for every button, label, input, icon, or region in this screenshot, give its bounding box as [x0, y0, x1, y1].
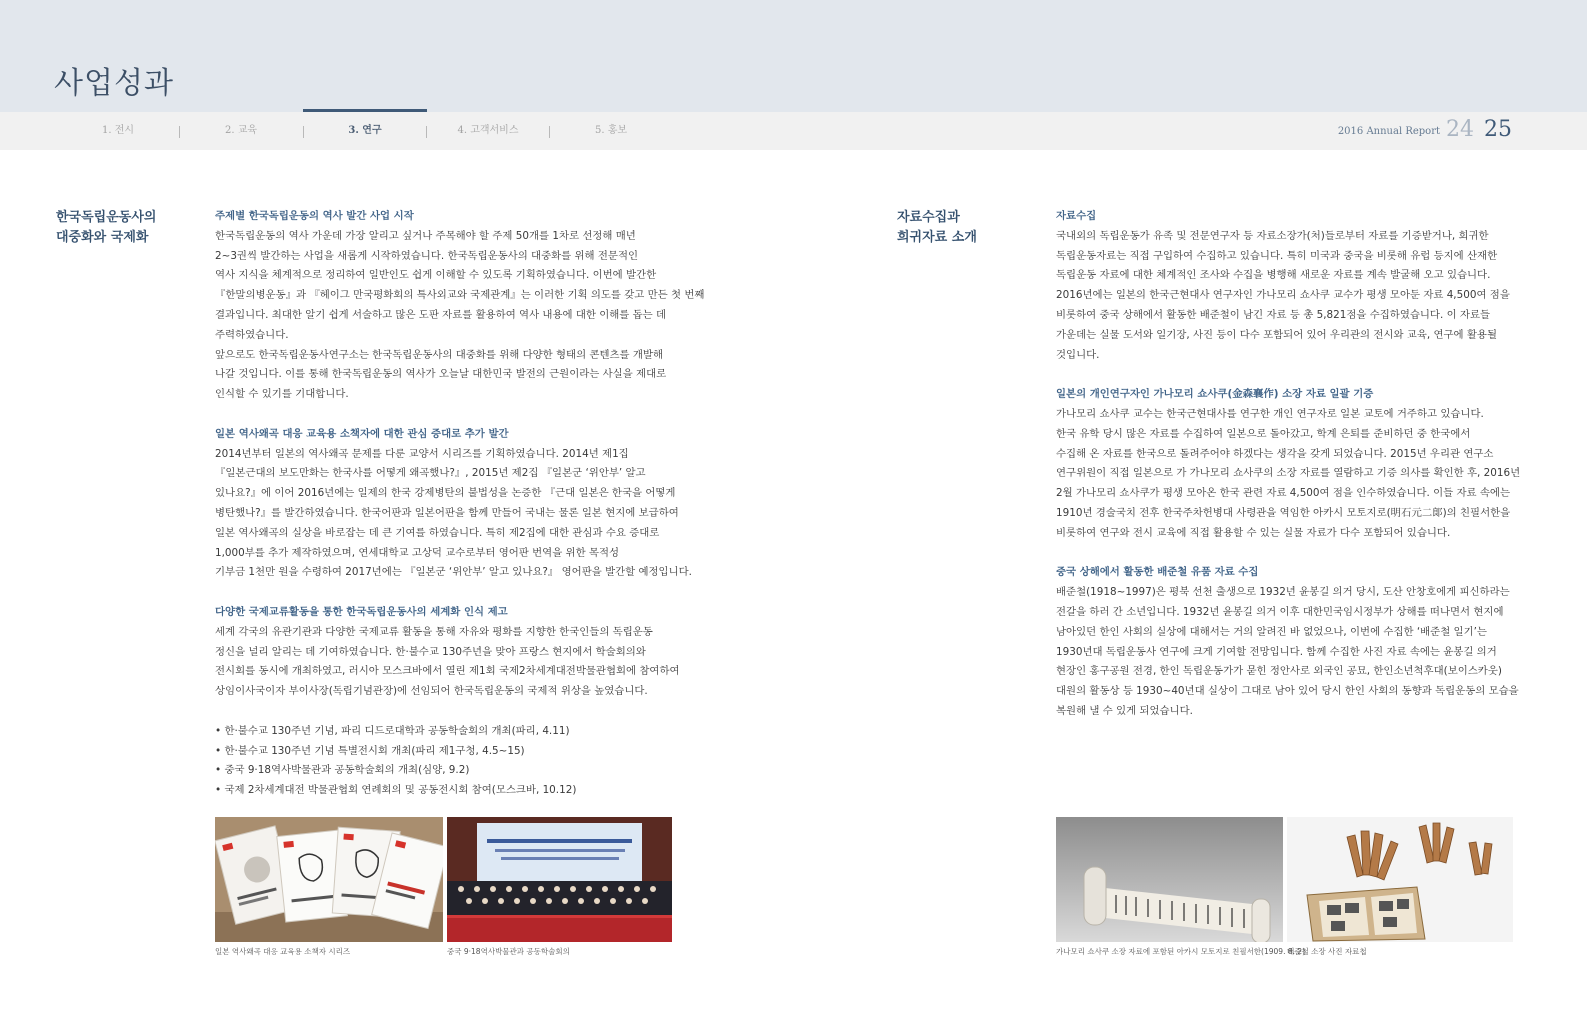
subsection-title: 자료수집 [1056, 210, 1097, 222]
report-page-numbers [1338, 117, 1512, 142]
body-line: 주력하였습니다. [215, 328, 289, 341]
body-line: 것입니다. [1056, 348, 1100, 361]
page-number-right: 25 [1484, 117, 1512, 142]
body-line: 독립운동자료는 직접 구입하여 수집하고 있습니다. 특히 미국과 중국을 비롯해 유럽 등지에 산재한 [1056, 249, 1498, 262]
body-line: 비롯하여 중국 상해에서 활동한 배준철이 남긴 자료 등 총 5,821점을 수집하였습니다. 이 자료들 [1056, 308, 1491, 321]
left-heading-line2: 대중화와 국제화 [56, 230, 149, 245]
subsection-title: 중국 상해에서 활동한 배준철 유품 자료 수집 [1056, 566, 1259, 579]
body-line: 복원해 낼 수 있게 되었습니다. [1056, 704, 1193, 717]
subsection-title: 일본의 개인연구자인 가나모리 쇼사쿠(金森襄作) 소장 자료 일괄 기증 [1056, 388, 1374, 401]
right-heading-line1: 자료수집과 [897, 210, 960, 225]
event-bullet-list [215, 722, 685, 801]
page-title: 사업성과 [54, 66, 174, 101]
body-line: 일본 역사왜곡의 실상을 바로잡는 데 큰 기여를 하였습니다. 특히 제2집에 대한 관심과 수요 증대로 [215, 526, 660, 539]
body-line: 전시회를 동시에 개최하였고, 러시아 모스크바에서 열린 제1회 국제2차세계대전박물관협회에 참여하여 [215, 665, 680, 678]
body-line: 배준철(1918~1997)은 평북 선천 출생으로 1932년 윤봉길 의거 당시, 도산 안창호에게 피신하라는 [1056, 586, 1510, 599]
body-line: 비롯하여 연구와 전시 교육에 직접 활용할 수 있는 실물 자료가 다수 포함되어 있습니다. [1056, 526, 1451, 539]
body-line: 정신을 널리 알리는 데 기여하였습니다. 한·불수교 130주년을 맞아 프랑스 현지에서 학술회의와 [215, 645, 646, 658]
right-section-heading [897, 208, 977, 248]
photo-album-photo [1287, 817, 1513, 942]
left-body-column [215, 207, 705, 801]
body-line: 남아있던 한인 사회의 실상에 대해서는 거의 알려진 바 없었으나, 이번에 수집한 ‘배준철 일기’는 [1056, 625, 1487, 638]
tab-exhibition[interactable]: 1. 전시 [101, 125, 135, 136]
subsection-title: 주제별 한국독립운동의 역사 발간 사업 시작 [215, 210, 414, 222]
body-line: 기부금 1천만 원을 수령하여 2017년에는 『일본군 ‘위안부’ 알고 있나요?』 영어판을 발간할 예정입니다. [215, 566, 692, 579]
body-line: 대원의 활동상 등 1930~40년대 실상이 그대로 남아 있어 당시 한인 사회의 동향과 독립운동의 모습을 [1056, 685, 1519, 698]
tab-promotion[interactable]: 5. 홍보 [594, 125, 628, 136]
tab-divider [426, 126, 427, 138]
page-number-left: 24 [1446, 117, 1474, 142]
body-line: 앞으로도 한국독립운동사연구소는 한국독립운동사의 대중화를 위해 다양한 형태의 콘텐츠를 개발해 [215, 348, 663, 361]
letter-scroll-photo [1056, 817, 1283, 942]
body-line: 독립운동 자료에 대한 체계적인 조사와 수집을 병행해 새로운 자료를 계속 발굴해 오고 있습니다. [1056, 269, 1491, 282]
body-line: 가운데는 실물 도서와 일기장, 사진 등이 다수 포함되어 있어 우리관의 전시와 교육, 연구에 활용될 [1056, 328, 1497, 341]
left-section-heading [56, 208, 156, 248]
right-body-column [1056, 207, 1526, 722]
tab-education[interactable]: 2. 교육 [224, 125, 258, 136]
scroll-image [1056, 817, 1283, 942]
conference-photo [447, 817, 672, 942]
body-line: 『한말의병운동』과 『헤이그 만국평화회의 특사외교와 국제관계』는 이러한 기획 의도를 갖고 만든 첫 번째 [215, 289, 705, 302]
photo-caption: 배준철 소장 사진 자료첩 [1287, 947, 1367, 956]
list-item: • 국제 2차세계대전 박물관협회 연례회의 및 공동전시회 참여(모스크바, 10.12) [215, 781, 685, 801]
tab-research[interactable]: 3. 연구 [303, 112, 427, 150]
body-line: 역사 지식을 체계적으로 정리하여 일반인도 쉽게 이해할 수 있도록 기획하였습니다. 이번에 발간한 [215, 269, 657, 282]
body-line: 상임이사국이자 부이사장(독립기념관장)에 선임되어 한국독립운동의 국제적 위상을 높였습니다. [215, 685, 648, 698]
body-line: 현장인 홍구공원 전경, 한인 독립운동가가 묻힌 정안사로 외국인 공묘, 한인소년척후대(보이스카웃) [1056, 665, 1502, 678]
photo-caption: 일본 역사왜곡 대응 교육용 소책자 시리즈 [215, 947, 351, 956]
photo-caption: 중국 9·18역사박물관과 공동학술회의 [447, 947, 570, 956]
booklets-image [215, 817, 443, 942]
body-line: 1910년 경술국치 전후 한국주차헌병대 사령관을 역임한 아카시 모토지로(明石元二郞)의 친필서한을 [1056, 506, 1511, 519]
tab-divider [179, 126, 180, 138]
subsection-title: 다양한 국제교류활동을 통한 한국독립운동사의 세계화 인식 제고 [215, 605, 508, 618]
body-line: 가나모리 쇼사쿠 교수는 한국근현대사를 연구한 개인 연구자로 일본 교토에 거주하고 있습니다. [1056, 407, 1484, 420]
body-line: 인식할 수 있기를 기대합니다. [215, 388, 349, 401]
body-line: 나갈 것입니다. 이를 통해 한국독립운동의 역사가 오늘날 대한민국 발전의 근원이라는 사실을 제대로 [215, 368, 667, 381]
tab-divider [303, 126, 304, 138]
body-line: 한국독립운동의 역사 가운데 가장 알리고 싶거나 주목해야 할 주제 50개를 1차로 선정해 매년 [215, 229, 636, 242]
body-line: 2016년에는 일본의 한국근현대사 연구자인 가나모리 쇼사쿠 교수가 평생 모아둔 자료 4,500여 점을 [1056, 289, 1510, 302]
report-label: 2016 Annual Report [1337, 126, 1440, 137]
body-line: 수집해 온 자료를 한국으로 돌려주어야 하겠다는 생각을 갖게 되었습니다. 2015년 우리관 연구소 [1056, 447, 1494, 460]
right-heading-line2: 희귀자료 소개 [897, 230, 977, 245]
list-item: • 한·불수교 130주년 기념, 파리 디드로대학과 공동학술회의 개최(파리, 4.11) [215, 722, 685, 742]
album-image [1287, 817, 1513, 942]
body-line: 연구위원이 직접 일본으로 가 가나모리 쇼사쿠의 소장 자료를 열람하고 기증 의사를 확인한 후, 2016년 [1056, 467, 1521, 480]
body-line: 1,000부를 추가 제작하였으며, 연세대학교 고상덕 교수로부터 영어판 번역을 위한 목적성 [215, 546, 620, 559]
booklet-series-photo [215, 817, 443, 942]
body-line: 『일본근대의 보도만화는 한국사를 어떻게 왜곡했나?』, 2015년 제2집 『일본군 ‘위안부’ 알고 [215, 467, 646, 480]
tab-customer-service[interactable]: 4. 고객서비스 [457, 125, 519, 136]
list-item: • 중국 9·18역사박물관과 공동학술회의 개최(심양, 9.2) [215, 761, 685, 781]
header-band [0, 0, 1587, 112]
body-line: 한국 유학 당시 많은 자료를 수집하여 일본으로 돌아갔고, 학계 은퇴를 준비하던 중 한국에서 [1056, 427, 1471, 440]
body-line: 세계 각국의 유관기관과 다양한 국제교류 활동을 통해 자유와 평화를 지향한 한국인들의 독립운동 [215, 625, 653, 638]
body-line: 2월 가나모리 쇼사쿠가 평생 모아온 한국 관련 자료 4,500여 점을 인수하였습니다. 이들 자료 속에는 [1056, 487, 1510, 500]
body-line: 있나요?』에 이어 2016년에는 일제의 한국 강제병탄의 불법성을 논증한 『근대 일본은 한국을 어떻게 [215, 487, 676, 500]
body-line: 1930년대 독립운동사 연구에 크게 기여할 전망입니다. 함께 수집한 사진 자료 속에는 윤봉길 의거 [1056, 645, 1497, 658]
conference-image [447, 817, 672, 942]
body-line: 국내외의 독립운동가 유족 및 전문연구자 등 자료소장가(처)들로부터 자료를 기증받거나, 희귀한 [1056, 229, 1489, 242]
subsection-title: 일본 역사왜곡 대응 교육용 소책자에 대한 관심 증대로 추가 발간 [215, 427, 509, 440]
body-line: 2014년부터 일본의 역사왜곡 문제를 다룬 교양서 시리즈를 기획하였습니다. 2014년 제1집 [215, 447, 629, 460]
body-line: 전갈을 하러 간 소년입니다. 1932년 윤봉길 의거 이후 대한민국임시정부가 상해를 떠나면서 현지에 [1056, 605, 1504, 618]
left-heading-line1: 한국독립운동사의 [56, 210, 157, 225]
body-line: 2~3권씩 발간하는 사업을 새롭게 시작하였습니다. 한국독립운동사의 대중화를 위해 전문적인 [215, 249, 639, 262]
body-line: 병탄했나?』를 발간하였습니다. 한국어판과 일본어판을 함께 만들어 국내는 물론 일본 현지에 보급하여 [215, 506, 679, 519]
list-item: • 한·불수교 130주년 기념 특별전시회 개최(파리 제1구청, 4.5~15) [215, 742, 685, 762]
tab-divider [549, 126, 550, 138]
photo-caption: 가나모리 쇼사쿠 소장 자료에 포함된 아카시 모토지로 친필서한(1909. 8. 2) [1056, 947, 1306, 956]
body-line: 결과입니다. 최대한 알기 쉽게 서술하고 많은 도판 자료를 활용하여 역사 내용에 대한 이해를 돕는 데 [215, 308, 667, 321]
